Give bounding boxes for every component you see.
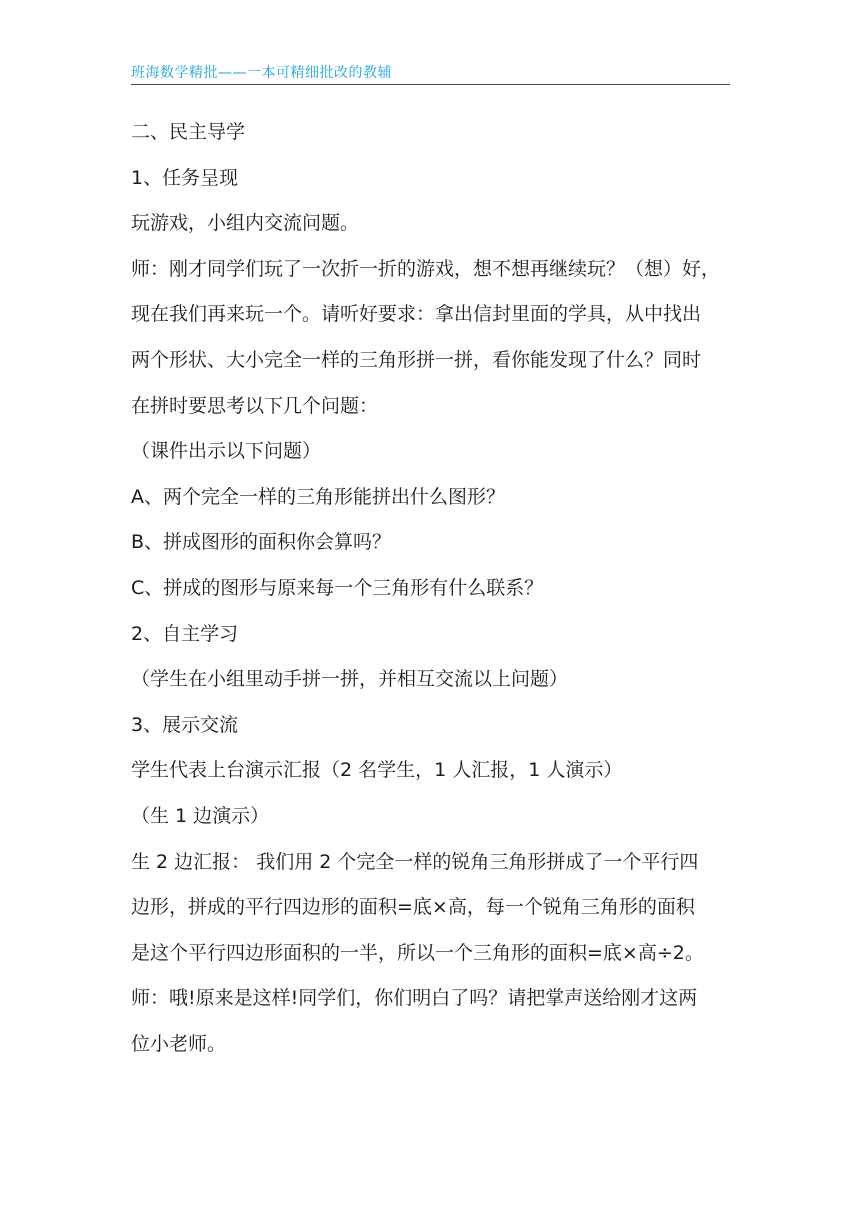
subsection-heading: 2、自主学习 [131, 622, 239, 645]
page-header [131, 60, 730, 85]
paragraph-line: （学生在小组里动手拼一拼，并相互交流以上问题） [131, 668, 569, 691]
paragraph-line: 边形，拼成的平行四边形的面积=底×高，每一个锐角三角形的面积 [131, 896, 695, 919]
paragraph-line: 生 2 边汇报： 我们用 2 个完全一样的锐角三角形拼成了一个平行四 [131, 850, 699, 873]
paragraph-line: 两个形状、大小完全一样的三角形拼一拼，看你能发现了什么？同时 [131, 348, 702, 371]
paragraph-line: 在拼时要思考以下几个问题： [131, 394, 379, 417]
header-title: 班海数学精批——一本可精细批改的教辅 [131, 65, 392, 81]
question-item-b: B、拼成图形的面积你会算吗？ [131, 531, 392, 554]
question-item-a: A、两个完全一样的三角形能拼出什么图形？ [131, 485, 505, 508]
document-body [131, 110, 731, 1067]
paragraph-line: 师：刚才同学们玩了一次折一折的游戏，想不想再继续玩？（想）好， [131, 257, 721, 280]
section-heading: 二、民主导学 [131, 121, 246, 143]
subsection-heading: 3、展示交流 [131, 713, 239, 736]
paragraph-line: 玩游戏，小组内交流问题。 [131, 212, 360, 235]
paragraph-line: 是这个平行四边形面积的一半，所以一个三角形的面积=底×高÷2。 [131, 941, 704, 964]
paragraph-line: 师：哦!原来是这样!同学们，你们明白了吗？请把掌声送给刚才这两 [131, 987, 698, 1010]
paragraph-line: 现在我们再来玩一个。请听好要求：拿出信封里面的学具，从中找出 [131, 303, 702, 326]
paragraph-line: 学生代表上台演示汇报（2 名学生，1 人汇报，1 人演示） [131, 759, 623, 782]
paragraph-line: 位小老师。 [131, 1032, 227, 1055]
subsection-heading: 1、任务呈现 [131, 166, 239, 189]
question-item-c: C、拼成的图形与原来每一个三角形有什么联系？ [131, 576, 544, 599]
paragraph-line: （生 1 边演示） [131, 804, 270, 827]
paragraph-line: （课件出示以下问题） [131, 440, 322, 463]
